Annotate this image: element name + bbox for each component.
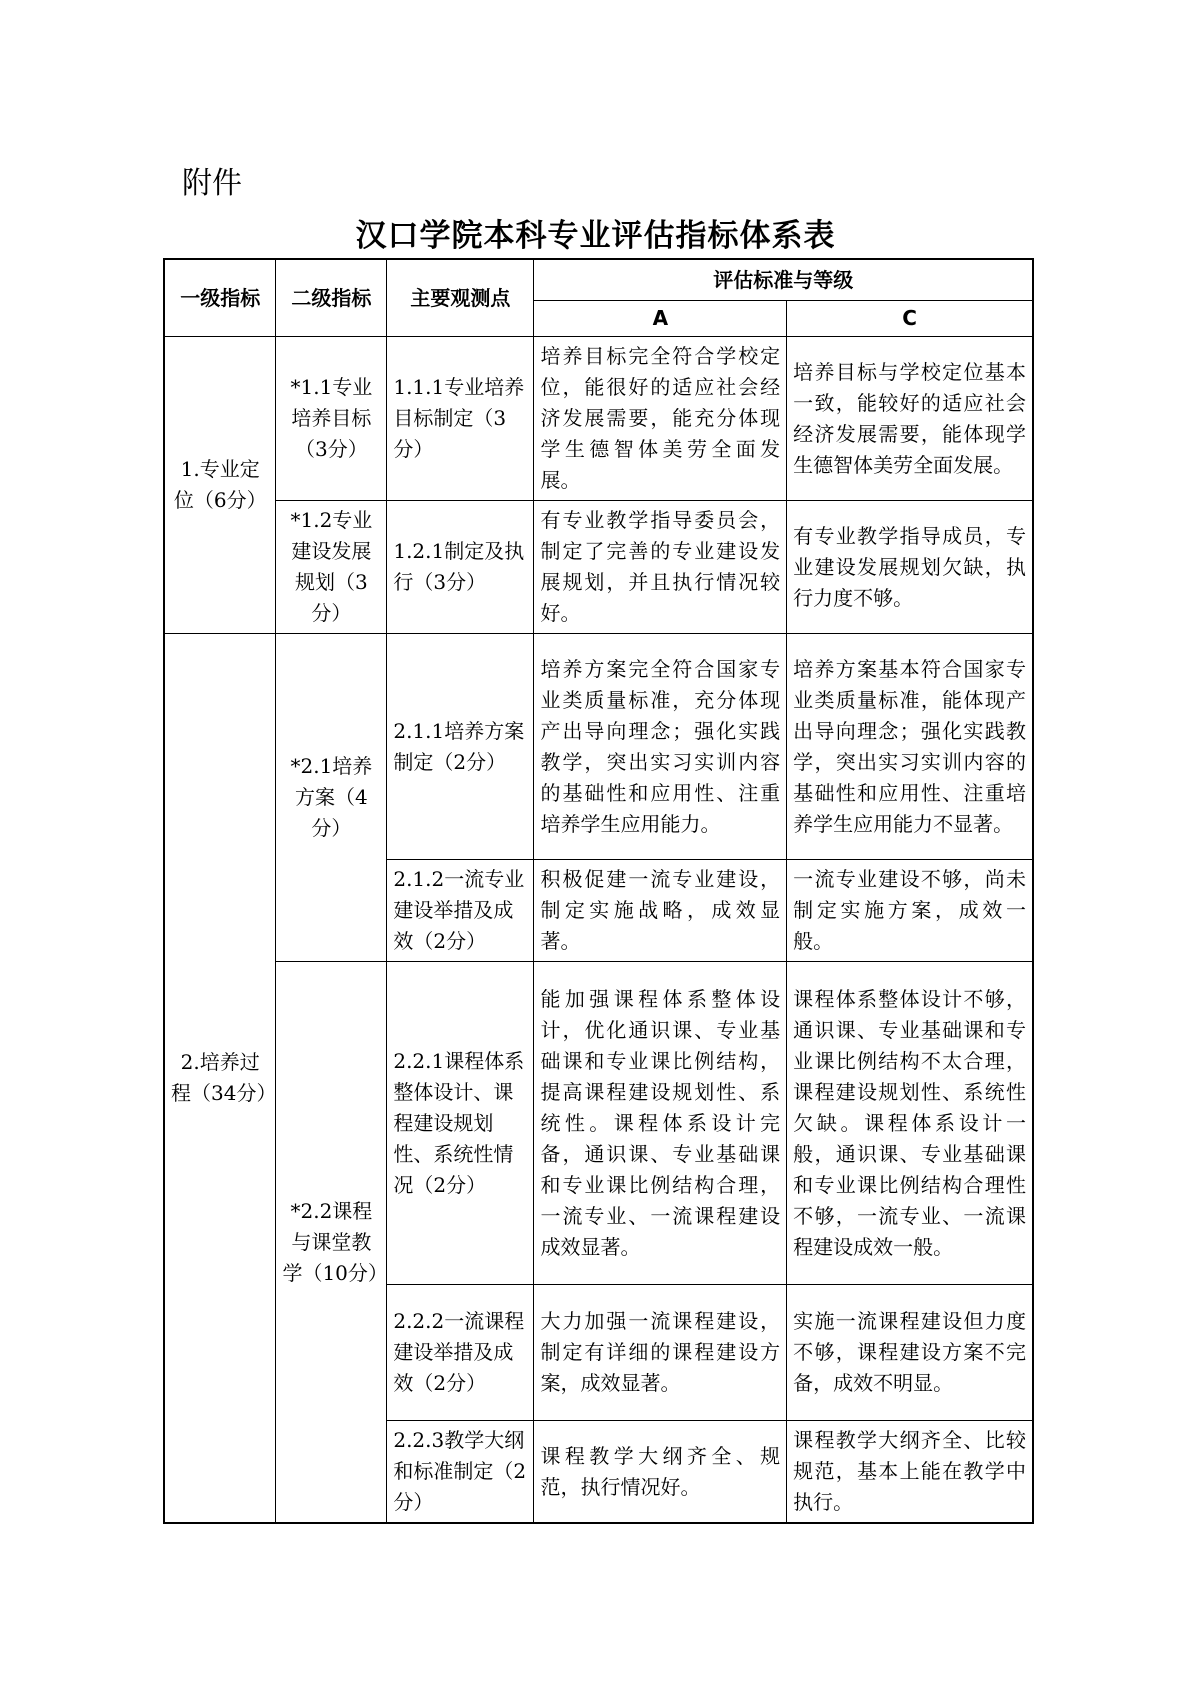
header-level1: 一级指标 xyxy=(164,259,276,337)
table-row xyxy=(164,634,1033,860)
level2-cell: *1.2专业建设发展规划（3分） xyxy=(276,501,387,634)
observation-cell: 2.2.3教学大纲和标准制定（2分） xyxy=(387,1421,534,1524)
observation-cell: 2.2.2一流课程建设举措及成效（2分） xyxy=(387,1285,534,1421)
grade-c-cell: 培养方案基本符合国家专业类质量标准，能体现产出导向理念；强化实践教学，突出实习实训内容的基础性和应用性、注重培养学生应用能力不显著。 xyxy=(787,634,1033,860)
level1-cell: 1.专业定位（6分） xyxy=(164,337,276,634)
table-row xyxy=(164,962,1033,1285)
table-row xyxy=(164,501,1033,634)
grade-a-cell: 培养目标完全符合学校定位，能很好的适应社会经济发展需要，能充分体现学生德智体美劳全面发展。 xyxy=(534,337,787,501)
observation-cell: 2.1.2一流专业建设举措及成效（2分） xyxy=(387,860,534,962)
document-title: 汉口学院本科专业评估指标体系表 xyxy=(355,218,836,254)
header-standard: 评估标准与等级 xyxy=(534,259,1033,301)
grade-a-cell: 有专业教学指导委员会，制定了完善的专业建设发展规划，并且执行情况较好。 xyxy=(534,501,787,634)
observation-cell: 1.1.1专业培养目标制定（3分） xyxy=(387,337,534,501)
grade-c-cell: 实施一流课程建设但力度不够，课程建设方案不完备，成效不明显。 xyxy=(787,1285,1033,1421)
grade-c-cell: 一流专业建设不够，尚未制定实施方案，成效一般。 xyxy=(787,860,1033,962)
grade-a-cell: 积极促建一流专业建设，制定实施战略，成效显著。 xyxy=(534,860,787,962)
level1-cell: 2.培养过程（34分） xyxy=(164,634,276,1524)
level2-cell: *2.2课程与课堂教学（10分） xyxy=(276,962,387,1524)
grade-c-cell: 有专业教学指导成员，专业建设发展规划欠缺，执行力度不够。 xyxy=(787,501,1033,634)
grade-a-cell: 课程教学大纲齐全、规范，执行情况好。 xyxy=(534,1421,787,1524)
grade-c-cell: 培养目标与学校定位基本一致，能较好的适应社会经济发展需要，能体现学生德智体美劳全面发展。 xyxy=(787,337,1033,501)
header-observation: 主要观测点 xyxy=(387,259,534,337)
attachment-label: 附件 xyxy=(182,166,242,201)
evaluation-index-table xyxy=(163,258,1034,1524)
observation-cell: 1.2.1制定及执行（3分） xyxy=(387,501,534,634)
level2-cell: *1.1专业培养目标（3分） xyxy=(276,337,387,501)
grade-c-cell: 课程体系整体设计不够，通识课、专业基础课和专业课比例结构不太合理，课程建设规划性、系统性欠缺。课程体系设计一般，通识课、专业基础课和专业课比例结构合理性不够，一流专业、一流课程建设成效一般。 xyxy=(787,962,1033,1285)
observation-cell: 2.1.1培养方案制定（2分） xyxy=(387,634,534,860)
observation-cell: 2.2.1课程体系整体设计、课程建设规划性、系统性情况（2分） xyxy=(387,962,534,1285)
level2-cell: *2.1培养方案（4分） xyxy=(276,634,387,962)
header-grade-a: A xyxy=(534,301,787,337)
table-row xyxy=(164,337,1033,501)
grade-a-cell: 大力加强一流课程建设，制定有详细的课程建设方案，成效显著。 xyxy=(534,1285,787,1421)
grade-c-cell: 课程教学大纲齐全、比较规范，基本上能在教学中执行。 xyxy=(787,1421,1033,1524)
header-level2: 二级指标 xyxy=(276,259,387,337)
grade-a-cell: 培养方案完全符合国家专业类质量标准，充分体现产出导向理念；强化实践教学，突出实习实训内容的基础性和应用性、注重培养学生应用能力。 xyxy=(534,634,787,860)
grade-a-cell: 能加强课程体系整体设计，优化通识课、专业基础课和专业课比例结构，提高课程建设规划性、系统性。课程体系设计完备，通识课、专业基础课和专业课比例结构合理，一流专业、一流课程建设成效显著。 xyxy=(534,962,787,1285)
header-grade-c: C xyxy=(787,301,1033,337)
